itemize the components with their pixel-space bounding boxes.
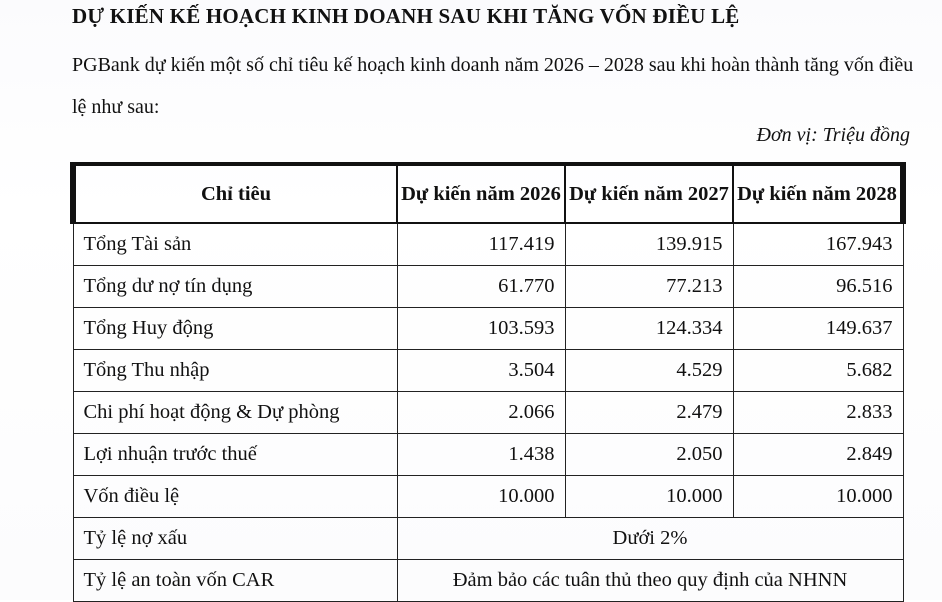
header-2028: Dự kiến năm 2028 xyxy=(733,164,903,223)
cell-2027: 139.915 xyxy=(565,223,733,266)
cell-2027: 4.529 xyxy=(565,350,733,392)
table-row xyxy=(73,350,903,392)
cell-2026: 2.066 xyxy=(397,392,565,434)
row-label: Vốn điều lệ xyxy=(73,476,397,518)
cell-2028: 10.000 xyxy=(733,476,903,518)
header-2027: Dự kiến năm 2027 xyxy=(565,164,733,223)
merged-value-cell: Đảm bảo các tuân thủ theo quy định của NHNN xyxy=(397,560,903,602)
cell-2026: 103.593 xyxy=(397,308,565,350)
cell-2028: 149.637 xyxy=(733,308,903,350)
row-label: Tổng dư nợ tín dụng xyxy=(73,266,397,308)
business-plan-table xyxy=(70,162,906,602)
row-label: Tổng Thu nhập xyxy=(73,350,397,392)
cell-2026: 1.438 xyxy=(397,434,565,476)
cell-2027: 2.479 xyxy=(565,392,733,434)
table-row xyxy=(73,476,903,518)
table-row xyxy=(73,518,903,560)
row-label: Tỷ lệ an toàn vốn CAR xyxy=(73,560,397,602)
row-label: Chi phí hoạt động & Dự phòng xyxy=(73,392,397,434)
table-row xyxy=(73,223,903,266)
document-heading: DỰ KIẾN KẾ HOẠCH KINH DOANH SAU KHI TĂNG VỐN ĐIỀU LỆ xyxy=(72,4,740,28)
row-label: Tổng Huy động xyxy=(73,308,397,350)
table-row xyxy=(73,434,903,476)
cell-2028: 96.516 xyxy=(733,266,903,308)
cell-2026: 117.419 xyxy=(397,223,565,266)
cell-2027: 2.050 xyxy=(565,434,733,476)
row-label: Tỷ lệ nợ xấu xyxy=(73,518,397,560)
cell-2027: 124.334 xyxy=(565,308,733,350)
cell-2028: 2.833 xyxy=(733,392,903,434)
cell-2027: 77.213 xyxy=(565,266,733,308)
unit-note: Đơn vị: Triệu đồng xyxy=(756,124,910,146)
cell-2028: 5.682 xyxy=(733,350,903,392)
cell-2026: 61.770 xyxy=(397,266,565,308)
cell-2026: 3.504 xyxy=(397,350,565,392)
table-row xyxy=(73,266,903,308)
cell-2027: 10.000 xyxy=(565,476,733,518)
row-label: Tổng Tài sản xyxy=(73,223,397,266)
header-indicator: Chỉ tiêu xyxy=(73,164,397,223)
row-label: Lợi nhuận trước thuế xyxy=(73,434,397,476)
table-row xyxy=(73,392,903,434)
table-row xyxy=(73,560,903,602)
merged-value-cell: Dưới 2% xyxy=(397,518,903,560)
table-header-row xyxy=(73,164,903,223)
cell-2026: 10.000 xyxy=(397,476,565,518)
intro-paragraph: PGBank dự kiến một số chỉ tiêu kế hoạch kinh doanh năm 2026 – 2028 sau khi hoàn thành tăng vốn điều lệ như sau: xyxy=(72,54,914,118)
cell-2028: 167.943 xyxy=(733,223,903,266)
table-row xyxy=(73,308,903,350)
cell-2028: 2.849 xyxy=(733,434,903,476)
header-2026: Dự kiến năm 2026 xyxy=(397,164,565,223)
